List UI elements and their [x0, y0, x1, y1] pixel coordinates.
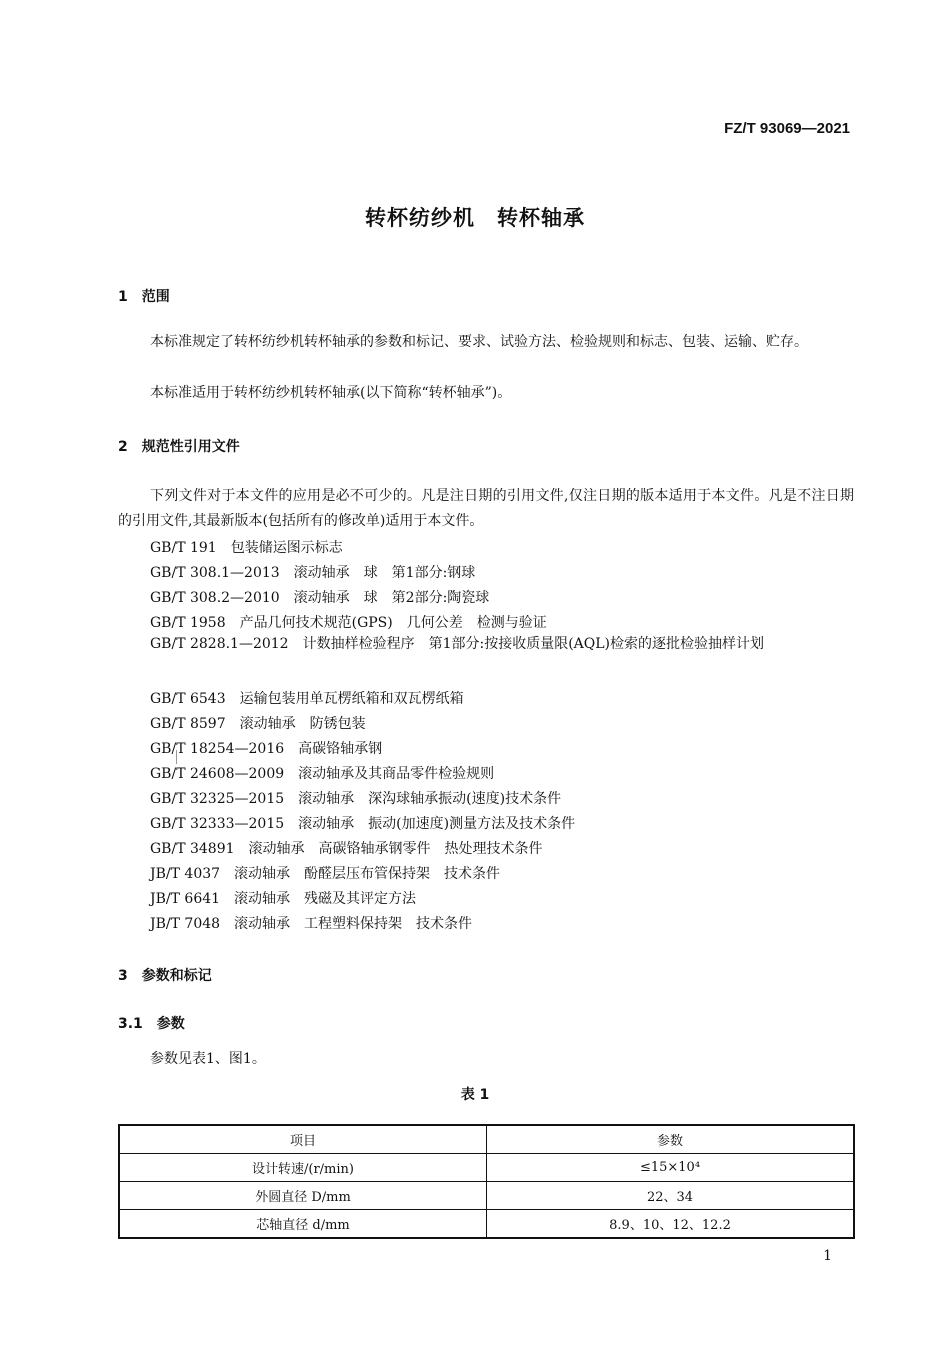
scan-speck [176, 750, 179, 764]
section-1-paragraph-1: 本标准规定了转杯纺纱机转杯轴承的参数和标记、要求、试验方法、检验规则和标志、包装、运输、贮存。 [150, 334, 808, 350]
table-header-cell: 项目 [119, 1125, 487, 1154]
table-row [119, 1210, 854, 1239]
table-cell: 设计转速/(r/min) [119, 1154, 487, 1182]
table-1 [118, 1124, 855, 1239]
table-cell: 8.9、10、12、12.2 [487, 1210, 855, 1239]
reference-item: GB/T 6543 运输包装用单瓦楞纸箱和双瓦楞纸箱 [150, 691, 464, 707]
table-header-row [119, 1125, 854, 1154]
reference-item: GB/T 191 包装储运图示标志 [150, 540, 343, 556]
reference-item: GB/T 32333—2015 滚动轴承 振动(加速度)测量方法及技术条件 [150, 816, 576, 832]
reference-item: GB/T 2828.1—2012 计数抽样检验程序 第1部分:按接收质量限(AQL)检索的逐批检验抽样计划 [150, 636, 765, 652]
table-row [119, 1182, 854, 1210]
reference-item: GB/T 308.1—2013 滚动轴承 球 第1部分:钢球 [150, 565, 476, 581]
section-1-paragraph-2: 本标准适用于转杯纺纱机转杯轴承(以下简称“转杯轴承”)。 [150, 385, 512, 401]
section-3-1-heading: 3.1 参数 [118, 1016, 185, 1032]
reference-item: GB/T 18254—2016 高碳铬轴承钢 [150, 741, 383, 757]
reference-item: JB/T 6641 滚动轴承 残磁及其评定方法 [150, 891, 417, 907]
section-2-paragraph-1: 下列文件对于本文件的应用是必不可少的。凡是注日期的引用文件,仅注日期的版本适用于本文件。凡是不注日期的引用文件,其最新版本(包括所有的修改单)适用于本文件。 [118, 488, 854, 529]
section-3-1-paragraph: 参数见表1、图1。 [150, 1051, 266, 1067]
reference-item: GB/T 34891 滚动轴承 高碳铬轴承钢零件 热处理技术条件 [150, 841, 543, 857]
table-header-cell: 参数 [487, 1125, 855, 1154]
section-3-heading: 3 参数和标记 [118, 968, 212, 984]
page-number: 1 [823, 1248, 832, 1264]
reference-item: GB/T 24608—2009 滚动轴承及其商品零件检验规则 [150, 766, 495, 782]
reference-item: JB/T 4037 滚动轴承 酚醛层压布管保持架 技术条件 [150, 866, 501, 882]
table-cell: ≤15×10⁴ [487, 1154, 855, 1182]
document-title: 转杯纺纱机 转杯轴承 [365, 206, 585, 230]
table-row [119, 1154, 854, 1182]
table-cell: 22、34 [487, 1182, 855, 1210]
table-cell: 芯轴直径 d/mm [119, 1210, 487, 1239]
table-1-title: 表 1 [460, 1087, 490, 1103]
standard-code: FZ/T 93069—2021 [724, 120, 850, 137]
reference-item: GB/T 1958 产品几何技术规范(GPS) 几何公差 检测与验证 [150, 615, 547, 631]
section-2-heading: 2 规范性引用文件 [118, 439, 240, 455]
reference-item: GB/T 32325—2015 滚动轴承 深沟球轴承振动(速度)技术条件 [150, 791, 562, 807]
table-cell: 外圆直径 D/mm [119, 1182, 487, 1210]
section-1-heading: 1 范围 [118, 289, 170, 305]
reference-item: GB/T 308.2—2010 滚动轴承 球 第2部分:陶瓷球 [150, 590, 490, 606]
reference-item: JB/T 7048 滚动轴承 工程塑料保持架 技术条件 [150, 916, 473, 932]
reference-item: GB/T 8597 滚动轴承 防锈包装 [150, 716, 366, 732]
